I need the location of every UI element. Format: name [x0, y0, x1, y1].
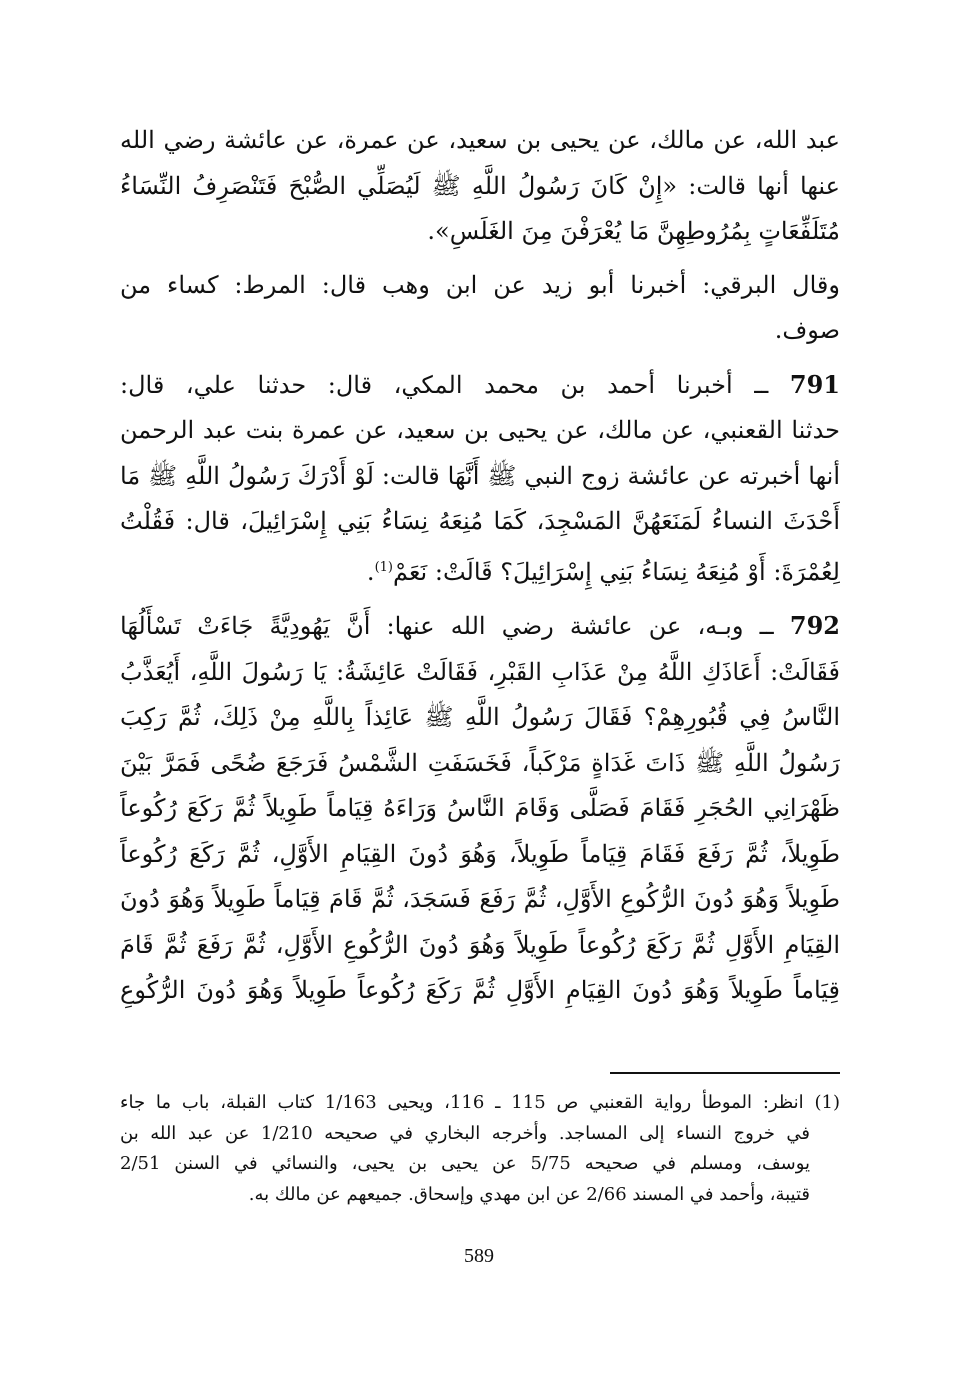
text-line: النَّاسُ فِي قُبُورِهِمْ؟ فَقَالَ رَسُولُ اللَّهِ ﷺ عَائِذاً بِاللَّهِ مِنْ ذَلِكَ، ثُمَّ رَكِبَ [120, 703, 840, 731]
text-line: عبد الله، عن مالك، عن يحيى بن سعيد، عن عمرة، عن عائشة رضي الله [120, 126, 840, 154]
text-line: أنها أخبرته عن عائشة زوج النبي ﷺ أَنَّهَا قالت: لَوْ أَدْرَكَ رَسُولُ اللَّهِ ﷺ مَا [120, 461, 840, 490]
text-line: ظَهْرَانِي الحُجَرِ فَقَامَ فَصَلَّى وَقَامَ النَّاسُ وَرَاءَهُ قِيَاماً طَوِيلاً ثُمَّ رَكَعَ رُكُوعاً [120, 794, 840, 822]
footnote-line: في خروج النساء إلى المساجد. وأخرجه البخاري في صحيحه 1/210 عن عبد الله بن [120, 1122, 810, 1144]
text-line: وقال البرقي: أخبرنا أبو زيد عن ابن وهب قال: المرط: كساء من [120, 270, 840, 299]
text-line: مُتَلَفِّعَاتٍ بِمُرُوطِهِنَّ مَا يُعْرَفْنَ مِنَ الغَلَسِ». [427, 217, 840, 245]
footnote-line: (1) انظر: الموطأ رواية القعنبي ص 115 ـ 116، ويحيى 1/163 كتاب القبلة، باب ما جاء [120, 1092, 840, 1113]
text-line: قِيَاماً طَوِيلاً وَهُوَ دُونَ القِيَامِ الأَوَّلِ ثُمَّ رَكَعَ رُكُوعاً طَوِيلاً وَهُوَ دُونَ الرُّكُوعِ [120, 976, 840, 1004]
text-line: 792 ــ وبـه، عن عائشة رضي الله عنها: أَنَّ يَهُودِيَّةً جَاءَتْ تَسْأَلُهَا [120, 611, 840, 640]
main-text [120, 118, 840, 1014]
text-line: عنها أنها قالت: «إِنْ كَانَ رَسُولُ اللَّهِ ﷺ لَيُصَلِّي الصُّبْحَ فَتَنْصَرِفُ النِّسَاءُ [120, 171, 840, 200]
text-line: طَوِيلاً، ثُمَّ رَفَعَ فَقَامَ قِيَاماً طَوِيلاً، وَهُوَ دُونَ القِيَامِ الأَوَّلِ، ثُمَّ رَكَعَ رُكُوعاً [120, 839, 840, 868]
footnotes [120, 1088, 840, 1210]
text-line: فَقَالَتْ: أَعَاذَكِ اللَّهُ مِنْ عَذَابِ القَبْرِ، فَقَالَتْ عَائِشَةُ: يَا رَسُولَ اللَّهِ، أَيُعَذَّبُ [120, 657, 840, 686]
text-line: رَسُولُ اللَّهِ ﷺ ذَاتَ غَدَاةٍ مَرْكَباً، فَخَسَفَتِ الشَّمْسُ فَرَجَعَ ضُحًى فَمَرَّ بَيْنَ [120, 748, 840, 777]
text-line: 791 ــ أخبرنا أحمد بن محمد المكي، قال: حدثنا علي، قال: [120, 369, 840, 399]
text-line: أَحْدَثَ النساءُ لَمَنَعَهُنَّ المَسْجِدَ، كَمَا مُنِعَهُ نِسَاءُ بَنِي إِسْرَائِيلَ، قال: فَقُلْتُ [120, 507, 840, 535]
text-line: طَوِيلاً وَهُوَ دُونَ الرُّكُوعِ الأَوَّلِ، ثُمَّ رَفَعَ فَسَجَدَ، ثُمَّ قَامَ قِيَاماً طَوِيلاً وَهُوَ دُونَ [120, 885, 840, 913]
footnote-line: قتيبة، وأحمد في المسند 2/66 عن ابن مهدي وإسحاق. جميعهم عن مالك به. [248, 1183, 810, 1205]
hadith-number: 792 [789, 611, 840, 640]
paragraph-barqi [120, 263, 840, 354]
hadith-792 [120, 603, 840, 1014]
hadith-number: 791 [789, 369, 840, 399]
footnote-divider [610, 1072, 840, 1074]
text-line: صوف. [774, 316, 840, 344]
footnote-line: يوسف، ومسلم في صحيحه 5/75 عن يحيى بن يحيى، والنسائي في السنن 2/51 [120, 1153, 810, 1174]
page-number: 589 [464, 1245, 494, 1267]
footnote-ref: (1) [374, 559, 393, 575]
text-line: القِيَامِ الأَوَّلِ ثُمَّ رَكَعَ رُكُوعاً طَوِيلاً وَهُوَ دُونَ الرُّكُوعِ الأَوَّلِ، ثُمَّ رَفَعَ ثُمَّ قَامَ [120, 930, 840, 959]
hadith-791 [120, 362, 840, 596]
paragraph-continuation [120, 118, 840, 255]
text-line: حدثنا القعنبي، عن مالك، عن يحيى بن سعيد، عن عمرة بنت عبد الرحمن [120, 416, 840, 444]
text-line: لِعُمْرَةَ: أَوْ مُنِعَهُ نِسَاءُ بَنِي إِسْرَائِيلَ؟ قَالَتْ: نَعَمْ$^{(1)}$. [366, 557, 840, 586]
